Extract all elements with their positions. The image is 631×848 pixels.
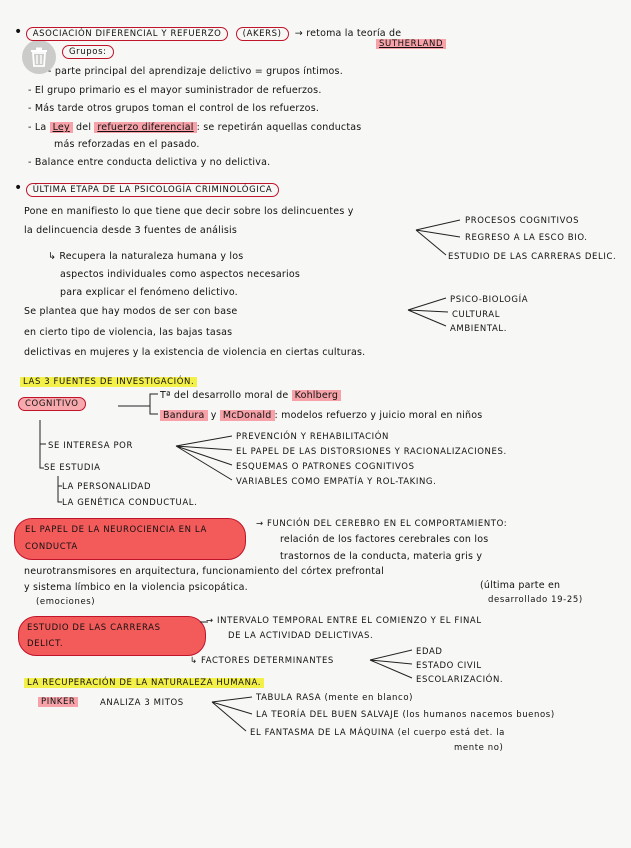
interes-prevencion: PREVENCIÓN Y REHABILITACIÓN [236,432,389,442]
line-6: - La Ley del refuerzo diferencial : se repetirán aquellas conductas [28,122,362,133]
factor-estado-civil: ESTADO CIVIL [416,661,482,671]
cognitivo-pill: COGNITIVO [18,398,86,410]
line-17: delictivas en mujeres y la existencia de violencia en ciertas culturas. [24,347,366,358]
fuente-carreras: ESTUDIO DE LAS CARRERAS DELIC. [448,252,617,262]
mito-buen-salvaje: LA TEORÍA DEL BUEN SALVAJE (los humanos nacemos buenos) [256,710,555,720]
actividad-delictivas: DE LA ACTIVIDAD DELICTIVAS. [228,631,374,641]
line-10: Pone en manifiesto lo que tiene que decir sobre los delincuentes y [24,206,354,217]
desarrollado: desarrollado 19-25) [488,595,583,605]
factor-escolarizacion: ESCOLARIZACIÓN. [416,675,504,685]
pinker-label: PINKER [38,696,78,708]
heading-recuperacion: LA RECUPERACIÓN DE LA NATURALEZA HUMANA. [24,677,264,689]
line-26: neurotransmisores en arquitectura, funcionamiento del córtex prefrontal [24,566,384,577]
ultima-parte: (última parte en [480,580,561,591]
se-interesa-por: SE INTERESA POR [48,441,133,451]
interes-variables: VARIABLES COMO EMPATÍA Y ROL-TAKING. [236,477,437,487]
line-27: y sistema límbico en la violencia psicopática. [24,582,248,593]
line-24: relación de los factores cerebrales con los [280,534,489,545]
line-13: aspectos individuales como aspectos necesarios [60,269,301,280]
line-1: • ASOCIACIÓN DIFERENCIAL Y REFUERZO (AKERS) → retoma la teoría de [14,24,402,40]
intervalo-temporal: → INTERVALO TEMPORAL ENTRE EL COMIENZO Y EL FINAL [206,616,482,626]
sutherland-label: SUTHERLAND [376,38,446,50]
funcion-cerebro: → FUNCIÓN DEL CEREBRO EN EL COMPORTAMIENTO: [256,519,508,529]
line-19: Tª del desarrollo moral de Kohlberg [160,390,341,402]
factores-determinantes: ↳ FACTORES DETERMINANTES [190,656,334,666]
fuente-cognitivos: PROCESOS COGNITIVOS [465,216,580,226]
interes-distorsiones: EL PAPEL DE LAS DISTORSIONES Y RACIONALIZACIONES. [236,447,507,457]
emociones: (emociones) [36,597,96,607]
line-7: más reforzadas en el pasado. [54,139,200,150]
line-8: - Balance entre conducta delictiva y no delictiva. [28,157,271,168]
line-25: trastornos de la conducta, materia gris y [280,551,483,562]
line-3: - parte principal del aprendizaje delictivo = grupos íntimos. [48,66,343,77]
mito-tabula-rasa: TABULA RASA (mente en blanco) [256,693,414,703]
mito-fantasma-cont: mente no) [454,743,504,753]
retoma-text: retoma la teoría de [306,28,402,39]
line-15: Se plantea que hay modos de ser con base [24,306,238,317]
line-12: ↳ Recupera la naturaleza humana y los [48,251,244,262]
estudia-genetica: LA GENÉTICA CONDUCTUAL. [62,498,198,508]
base-cultural: CULTURAL [452,310,501,320]
estudia-personalidad: LA PERSONALIDAD [62,482,152,492]
heading-ultima-etapa: ÚLTIMA ETAPA DE LA PSICOLOGÍA CRIMINOLÓGICA [26,183,280,197]
factor-edad: EDAD [416,647,443,657]
grupos-label: Grupos: [62,46,114,58]
line-5: - Más tarde otros grupos toman el control de los refuerzos. [28,103,320,114]
neurociencia-pill: EL PAPEL DE LA NEUROCIENCIA EN LA CONDUCTA [14,518,238,560]
line-14: para explicar el fenómeno delictivo. [60,287,238,298]
line-4: - El grupo primario es el mayor suministrador de refuerzos. [28,85,322,96]
line-16: en cierto tipo de violencia, las bajas tasas [24,327,233,338]
analiza-mitos: ANALIZA 3 MITOS [100,698,184,708]
line-11: la delincuencia desde 3 fuentes de análisis [24,225,237,236]
base-psicobio: PSICO-BIOLOGÍA [450,295,529,305]
fuente-bio: REGRESO A LA ESCO BIO. [465,233,588,243]
akers-label: (AKERS) [236,27,289,41]
se-estudia: SE ESTUDIA [44,463,101,473]
line-20: Bandura y McDonald : modelos refuerzo y juicio moral en niños [160,410,482,422]
carreras-pill: ESTUDIO DE LAS CARRERAS DELICT. [18,616,208,656]
interes-esquemas: ESQUEMAS O PATRONES COGNITIVOS [236,462,415,472]
line-9: • ÚLTIMA ETAPA DE LA PSICOLOGÍA CRIMINOLÓGICA [14,182,279,196]
mito-fantasma: EL FANTASMA DE LA MÁQUINA (el cuerpo está det. la [250,728,505,738]
heading-3-fuentes: LAS 3 FUENTES DE INVESTIGACIÓN. [20,376,197,388]
base-ambiental: AMBIENTAL. [450,324,507,334]
heading-asociacion: ASOCIACIÓN DIFERENCIAL Y REFUERZO [26,27,229,41]
